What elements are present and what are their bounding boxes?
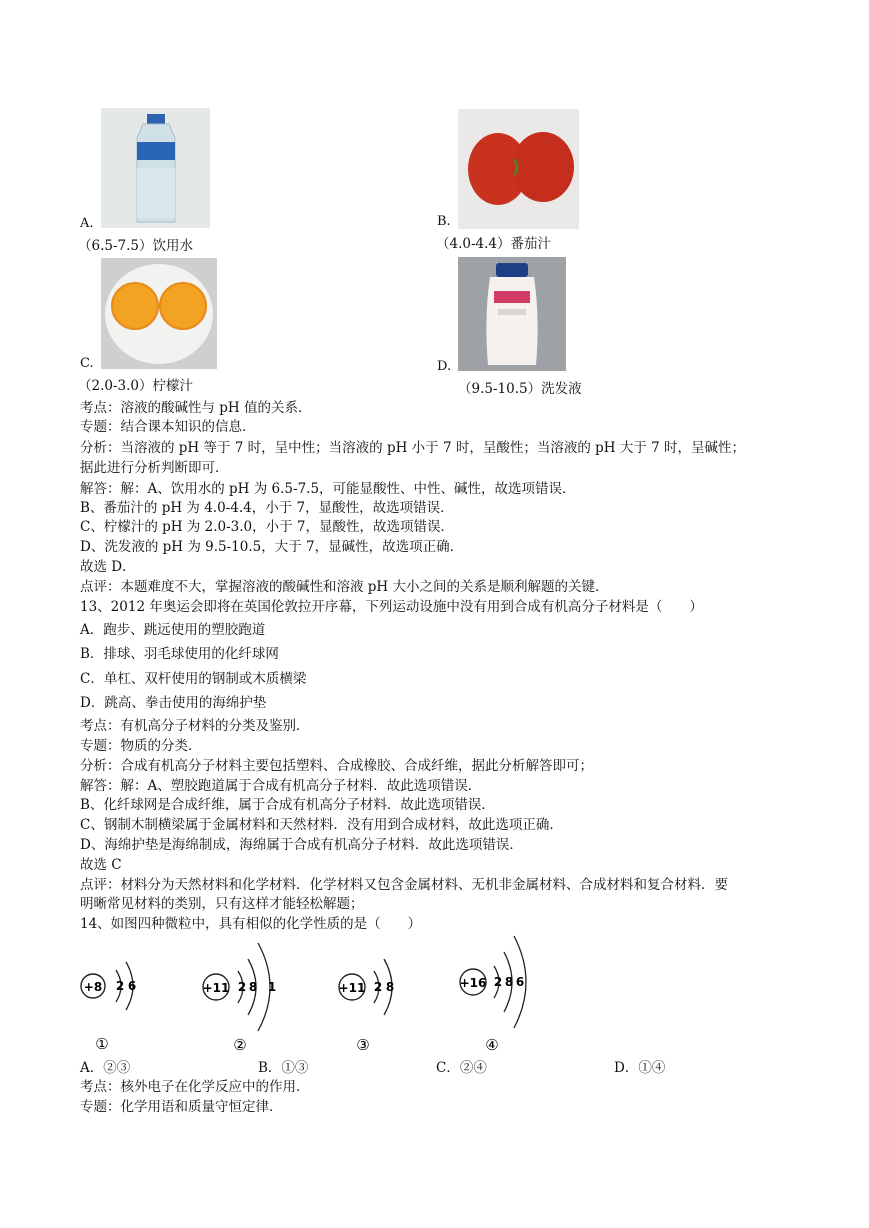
q13-option-a: A．跑步、跳远使用的塑胶跑道 xyxy=(80,622,266,638)
q12-comment: 点评：本题难度不大，掌握溶液的酸碱性和溶液 pH 大小之间的关系是顺利解题的关键． xyxy=(80,579,609,595)
atom-4-shell-3: 6 xyxy=(515,975,525,989)
q12-answer-b: B、番茄汁的 pH 为 4.0-4.4，小于 7，显酸性，故选项错误． xyxy=(80,500,454,516)
q13-answer-c: C、钢制木制横梁属于金属材料和天然材料．没有用到合成材料，故此选项正确． xyxy=(80,817,563,833)
q14-stem: 14、如图四种微粒中，具有相似的化学性质的是（ ） xyxy=(80,916,422,932)
atom-4-nucleus: +16 xyxy=(459,976,487,990)
orange-halves-icon xyxy=(101,258,217,369)
atom-2-shell-2: 8 xyxy=(248,980,258,994)
atom-1-nucleus: +8 xyxy=(83,980,103,994)
q14-option-d: D．①④ xyxy=(614,1060,666,1076)
q12-topic: 专题：结合课本知识的信息． xyxy=(80,419,256,435)
q12-analysis: 分析：当溶液的 pH 等于 7 时，呈中性；当溶液的 pH 小于 7 时，呈酸性；当溶液的 pH 大于 7 时，呈碱性； xyxy=(80,440,746,456)
q14-option-c: C．②④ xyxy=(436,1060,487,1076)
q13-answer-b: B、化纤球网是合成纤维，属于合成有机高分子材料．故此选项错误． xyxy=(80,797,495,813)
atom-diagram-4 xyxy=(456,932,546,1057)
option-a-caption: （6.5-7.5）饮用水 xyxy=(78,238,194,254)
atom-3-shell-2: 8 xyxy=(385,980,395,994)
q14-option-b: B．①③ xyxy=(258,1060,309,1076)
atom-4-shell-1: 2 xyxy=(493,975,503,989)
q14-point: 考点：核外电子在化学反应中的作用． xyxy=(80,1079,310,1095)
atom-1-shell-1: 2 xyxy=(115,979,125,993)
option-c-photo xyxy=(101,258,217,369)
atom-3-shell-1: 2 xyxy=(373,980,383,994)
q13-comment-cont: 明晰常见材料的类别，只有这样才能轻松解题； xyxy=(80,896,364,912)
option-c-caption: （2.0-3.0）柠檬汁 xyxy=(78,378,194,394)
q12-choice: 故选 D． xyxy=(80,559,136,575)
q13-comment: 点评：材料分为天然材料和化学材料．化学材料又包含金属材料、无机非金属材料、合成材料和复合材料．要 xyxy=(80,877,728,893)
water-bottle-icon xyxy=(101,108,210,228)
q13-topic: 专题：物质的分类． xyxy=(80,738,202,754)
atom-2-shell-3: 1 xyxy=(267,980,277,994)
atom-3-nucleus: +11 xyxy=(338,981,366,995)
q12-answer-c: C、柠檬汁的 pH 为 2.0-3.0，小于 7，显酸性，故选项错误． xyxy=(80,519,454,535)
q14-topic: 专题：化学用语和质量守恒定律． xyxy=(80,1099,283,1115)
q13-answer-a: 解答：解：A、塑胶跑道属于合成有机高分子材料．故此选项错误． xyxy=(80,778,482,794)
q12-analysis-cont: 据此进行分析判断即可． xyxy=(80,460,229,476)
atom-1-shell-2: 6 xyxy=(127,979,137,993)
atom-4-number: ④ xyxy=(485,1036,499,1054)
option-a-label: A. xyxy=(80,216,94,231)
q13-analysis: 分析：合成有机高分子材料主要包括塑料、合成橡胶、合成纤维，据此分析解答即可； xyxy=(80,758,593,774)
option-b-label: B. xyxy=(437,214,451,229)
atom-diagram-1 xyxy=(80,948,160,1056)
atom-2-nucleus: +11 xyxy=(202,981,230,995)
atom-diagram-3 xyxy=(336,943,416,1057)
q13-choice: 故选 C xyxy=(80,857,122,873)
option-b-caption: （4.0-4.4）番茄汁 xyxy=(436,236,552,252)
q13-point: 考点：有机高分子材料的分类及鉴别． xyxy=(80,718,310,734)
q13-answer-d: D、海绵护垫是海绵制成，海绵属于合成有机高分子材料．故此选项错误． xyxy=(80,837,523,853)
q12-answer-a: 解答：解：A、饮用水的 pH 为 6.5-7.5，可能显酸性、中性、碱性，故选项错误． xyxy=(80,481,576,497)
atom-3-number: ③ xyxy=(356,1036,370,1054)
atom-1-number: ① xyxy=(95,1035,109,1053)
option-b-photo xyxy=(458,109,579,229)
option-c-label: C. xyxy=(80,356,94,371)
atom-2-shell-1: 2 xyxy=(237,980,247,994)
q13-option-b: B．排球、羽毛球使用的化纤球网 xyxy=(80,646,279,662)
q13-option-c: C．单杠、双杆使用的钢制或木质横梁 xyxy=(80,671,307,687)
option-a-photo xyxy=(101,108,210,228)
q12-point: 考点：溶液的酸碱性与 pH 值的关系． xyxy=(80,400,312,416)
q13-stem: 13、2012 年奥运会即将在英国伦敦拉开序幕，下列运动设施中没有用到合成有机高分子材料是（ ） xyxy=(80,599,703,615)
atom-4-shell-2: 8 xyxy=(504,975,514,989)
shampoo-bottle-icon xyxy=(458,257,566,371)
q13-option-d: D．跳高、拳击使用的海绵护垫 xyxy=(80,695,267,711)
option-d-photo xyxy=(458,257,566,371)
option-d-label: D. xyxy=(437,359,452,374)
atom-diagram-2 xyxy=(200,935,290,1057)
q14-option-a: A．②③ xyxy=(80,1060,131,1076)
option-d-caption: （9.5-10.5）洗发液 xyxy=(458,381,582,397)
atom-2-number: ② xyxy=(233,1036,247,1054)
q12-answer-d: D、洗发液的 pH 为 9.5-10.5，大于 7，显碱性，故选项正确． xyxy=(80,539,464,555)
tomatoes-icon xyxy=(458,109,579,229)
